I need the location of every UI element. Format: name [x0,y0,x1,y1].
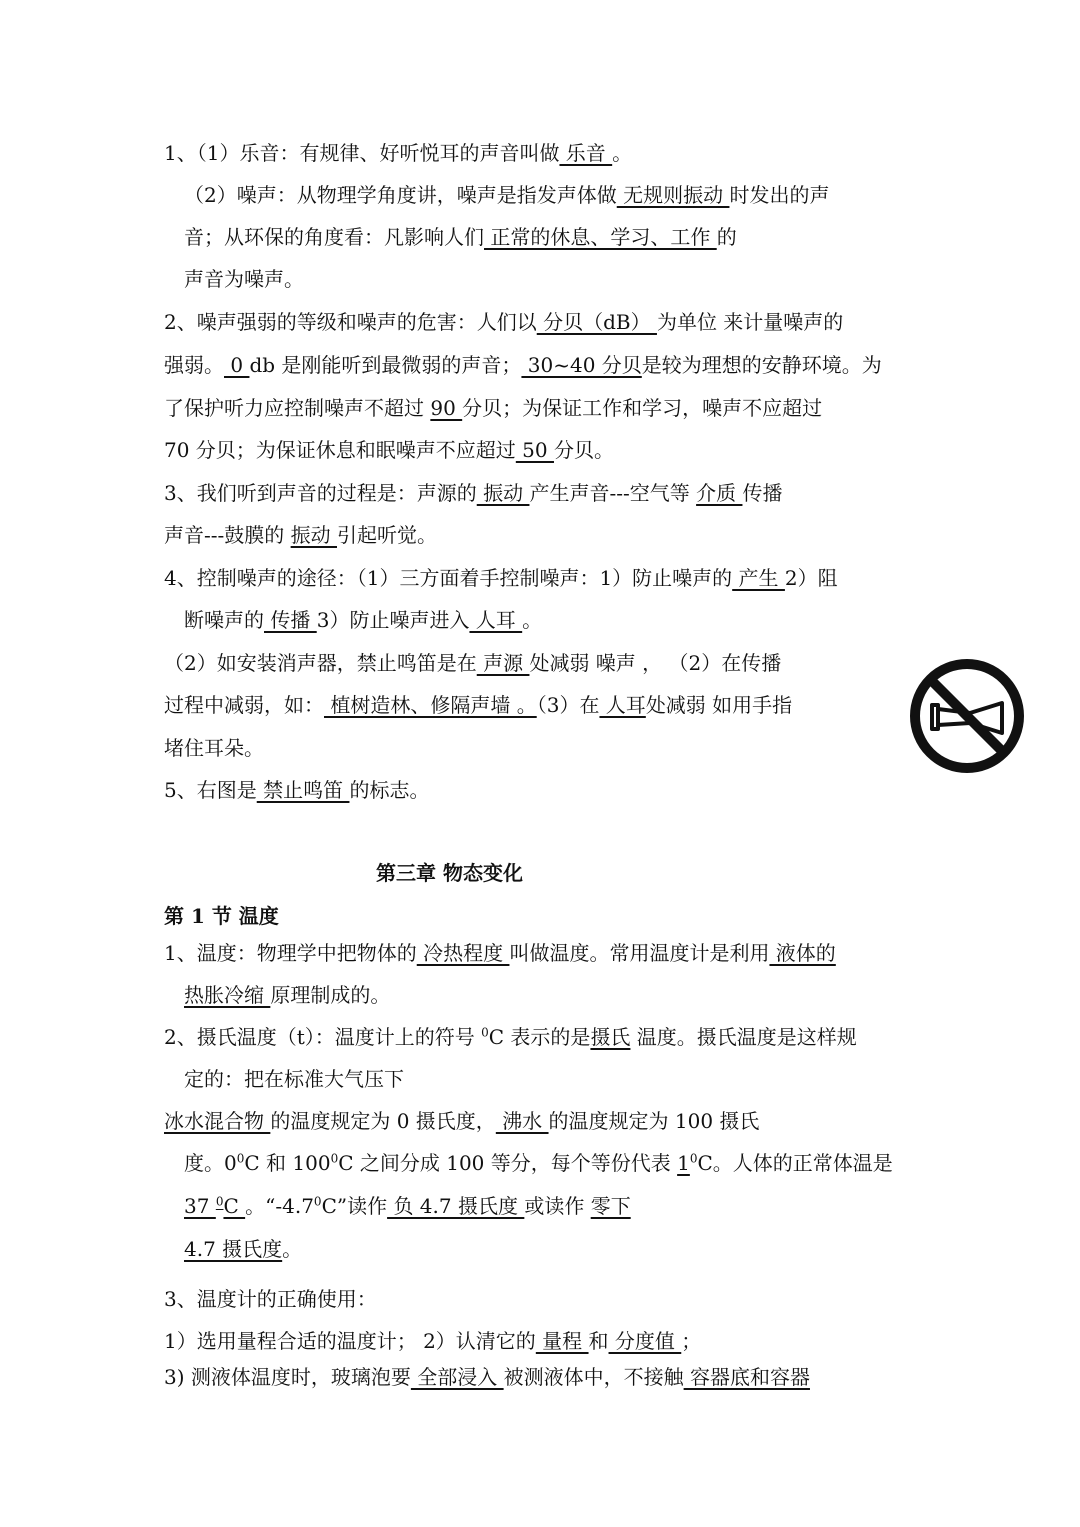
section-title: 第 1 节 温度 [164,904,279,928]
temp-line-5: 冰水混合物 的温度规定为 0 摄氏度， 沸水 的温度规定为 100 摄氏 [164,1109,760,1133]
noise-line-7: 了保护听力应控制噪声不超过 90 分贝；为保证工作和学习，噪声不应超过 [164,396,823,420]
temp-line-8: 4.7 摄氏度。 [184,1237,303,1261]
temp-line-6: 度。$0^0C$ 和 $100^0C$ 之间分成 100 等分，每个等份代表 $1^0C$。人体的正常体温是 [184,1151,893,1175]
noise-line-14: 过程中减弱，如： 植树造林、修隔声墙 。（3）在 人耳处减弱 如用手指 [164,693,793,717]
noise-line-8: 70 分贝；为保证休息和眠噪声不应超过 50 分贝。 [164,438,614,462]
temp-line-11: 3) 测液体温度时，玻璃泡要 全部浸入 被测液体中，不接触 容器底和容器 [164,1365,810,1389]
temp-line-10: 1）选用量程合适的温度计； 2）认清它的 量程 和 分度值 ； [164,1329,702,1353]
no-horn-icon [908,657,1026,775]
noise-line-3: 音；从环保的角度看：凡影响人们 正常的休息、学习、工作 的 [184,225,737,249]
noise-line-9: 3、我们听到声音的过程是：声源的 振动 产生声音---空气等 介质 传播 [164,481,783,505]
noise-line-6: 强弱。 0 db 是刚能听到最微弱的声音； 30~40 分贝是较为理想的安静环境。为 [164,353,882,377]
noise-line-15: 堵住耳朵。 [164,736,264,760]
noise-line-2: （2）噪声：从物理学角度讲，噪声是指发声体做 无规则振动 时发出的声 [184,183,830,207]
temp-line-7: 37 $^0$C 。“$-4.7^0C$”读作 负 4.7 摄氏度 或读作 零下 [184,1194,631,1218]
noise-line-16: 5、右图是 禁止鸣笛 的标志。 [164,778,430,802]
noise-line-1: 1、（1）乐音：有规律、好听悦耳的声音叫做 乐音 。 [164,141,633,165]
noise-line-11: 4、控制噪声的途径：（1）三方面着手控制噪声：1）防止噪声的 产生 2）阻 [164,566,838,590]
noise-line-13: （2）如安装消声器，禁止鸣笛是在 声源 处减弱 噪声 ， （2）在传播 [164,651,782,675]
temp-line-1: 1、温度：物理学中把物体的 冷热程度 叫做温度。常用温度计是利用 液体的 [164,941,836,965]
temp-line-9: 3、温度计的正确使用： [164,1287,377,1311]
noise-line-12: 断噪声的 传播 3）防止噪声进入 人耳 。 [184,608,543,632]
noise-line-5: 2、噪声强弱的等级和噪声的危害：人们以 分贝（dB） 为单位 来计量噪声的 [164,310,844,334]
temp-line-3: 2、摄氏温度（t）：温度计上的符号 $^0$C 表示的是摄氏 温度。摄氏温度是这样规 [164,1025,857,1049]
temp-line-4: 定的：把在标准大气压下 [184,1067,404,1091]
temp-line-2: 热胀冷缩 原理制成的。 [184,983,391,1007]
noise-line-10: 声音---鼓膜的 振动 引起听觉。 [164,523,437,547]
noise-line-4: 声音为噪声。 [184,267,304,291]
chapter-title: 第三章 物态变化 [376,861,523,885]
